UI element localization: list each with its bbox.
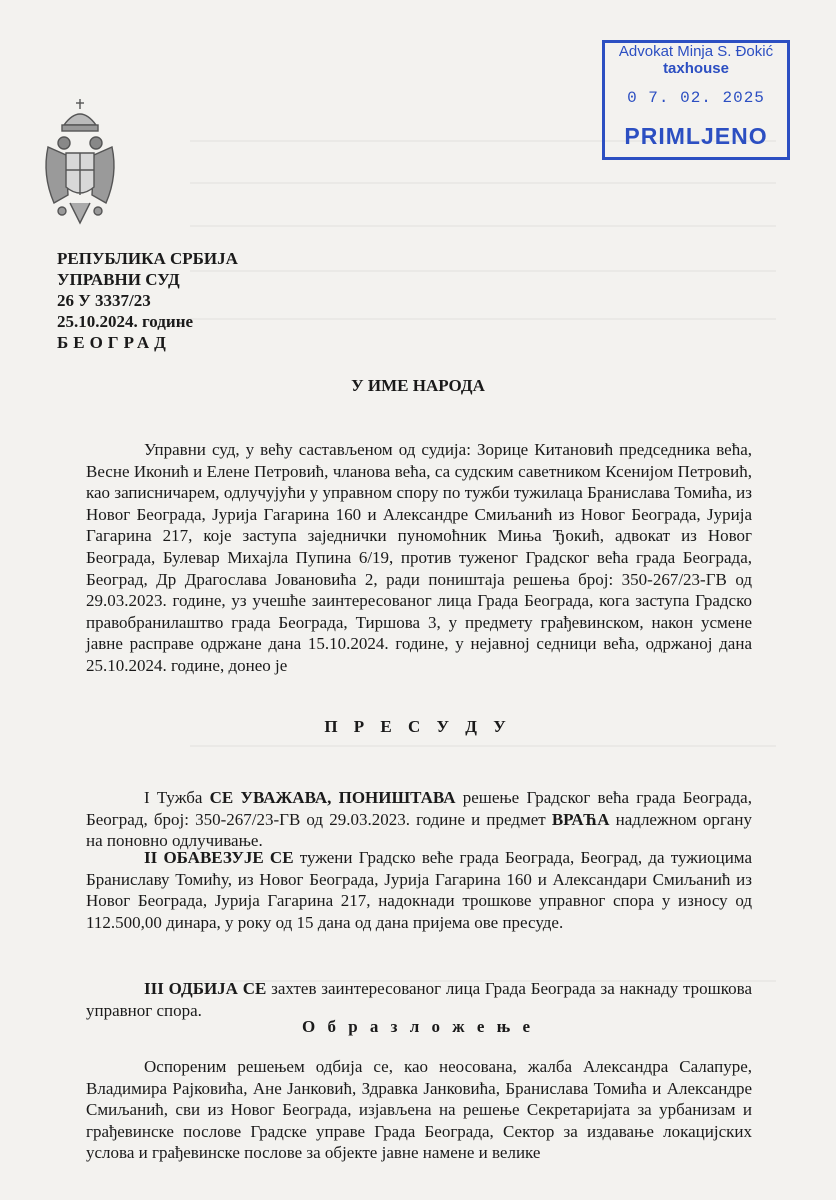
verdict-item-2-bold: II ОБАВЕЗУЈЕ СЕ	[144, 848, 294, 867]
reasoning-paragraph: Оспореним решењем одбија се, као неосована, жалба Александра Салапуре, Владимира Рајковића, Ане Јанковић, Здравка Јанковића, Бранислава Томића и Александре Смиљанић, сви из Новог Београда, изјављена на решење Секретаријата за урбанизам и грађевинске послове Градске управе Града Београда, Сектор за издавање локацијских услова и грађевинске послове за објекте јавне намене и велике	[86, 1057, 752, 1163]
received-stamp	[602, 40, 790, 160]
bleed-through-line	[190, 182, 776, 184]
reasoning-heading: О б р а з л о ж е њ е	[301, 1017, 534, 1036]
verdict-item-1-bold-returns: ВРАЋА	[551, 809, 610, 829]
stamp-date: 0 7. 02. 2025	[627, 89, 765, 107]
verdict-item-3-bold: III ОДБИЈА СЕ	[144, 979, 267, 998]
bleed-through-line	[190, 745, 776, 747]
verdict-item-1-suffix: надлежном органу на поновно одлучивање.	[86, 809, 753, 851]
stamp-lawyer-name: Advokat Minja S. Đokić	[618, 43, 774, 60]
verdict-item-1-text: решење Градског већа града Београда, Београд, број: 350-267/23-ГВ од 29.03.2023. године и предмет	[86, 788, 752, 829]
city-name: БЕОГРАД	[57, 333, 171, 352]
verdict-item-1	[86, 787, 752, 852]
verdict-item-2-text: тужени Градско веће града Београда, Београд, да тужиоцима Браниславу Томићу, из Новог Београда, Јурија Гагарина 160 и Александари Смиљанић из Новог Београда, Јурија Гагарина 217, надокнади трошкове управног спора у износу од 112.500,00 динара, у року од 15 дана од дана пријема ове пресуде.	[86, 848, 752, 932]
case-number: 26 У 3337/23	[57, 291, 151, 310]
verdict-item-3-text: захтев заинтересованог лица Града Београда за накнаду трошкова управног спора.	[86, 979, 752, 1020]
verdict-item-1-prefix: I Тужба	[144, 788, 210, 807]
bleed-through-line	[190, 270, 776, 272]
court-name: УПРАВНИ СУД	[57, 270, 180, 289]
verdict-heading: П Р Е С У Д У	[324, 717, 512, 736]
document-header	[57, 248, 238, 353]
stamp-status: PRIMLJENO	[624, 123, 768, 149]
verdict-item-2	[86, 847, 752, 933]
verdict-item-3	[86, 978, 752, 1021]
bleed-through-line	[190, 225, 776, 227]
stamp-firm-name: taxhouse	[663, 60, 729, 77]
in-name-of-people-heading: У ИМЕ НАРОДА	[351, 376, 485, 395]
country-name: РЕПУБЛИКА СРБИЈА	[57, 249, 238, 268]
bleed-through-line	[190, 318, 776, 320]
coat-of-arms-icon	[40, 95, 120, 235]
intro-paragraph: Управни суд, у већу састављеном од судија: Зорице Китановић председника већа, Весне Иконић и Елене Петровић, чланова већа, са судским саветником Ксенијом Петровић, као записничарем, одлучујући у управном спору по тужби тужилаца Бранислава Томића, из Новог Београда, Јурија Гагарина 160 и Александре Смиљанић из Новог Београда, Јурија Гагарина 217, које заступа заједнички пуномоћник Миња Ђокић, адвокат из Новог Београда, Булевар Михајла Пупина 6/19, против туженог Градског већа града Београда, Београд, Др Драгослава Јовановића 2, ради поништаја решења број: 350-267/23-ГВ од 29.03.2023. године, уз учешће заинтересованог лица Града Београда, кога заступа Градско правобранилаштво града Београда, Тиршова 3, у предмету грађевинском, након усмене јавне расправе одржане дана 15.10.2024. године, у нејавној седници већа, одржаној дана 25.10.2024. године, донео је	[86, 440, 752, 675]
document-date: 25.10.2024. године	[57, 312, 194, 331]
verdict-item-1-bold: СЕ УВАЖАВА, ПОНИШТАВА	[209, 788, 456, 807]
